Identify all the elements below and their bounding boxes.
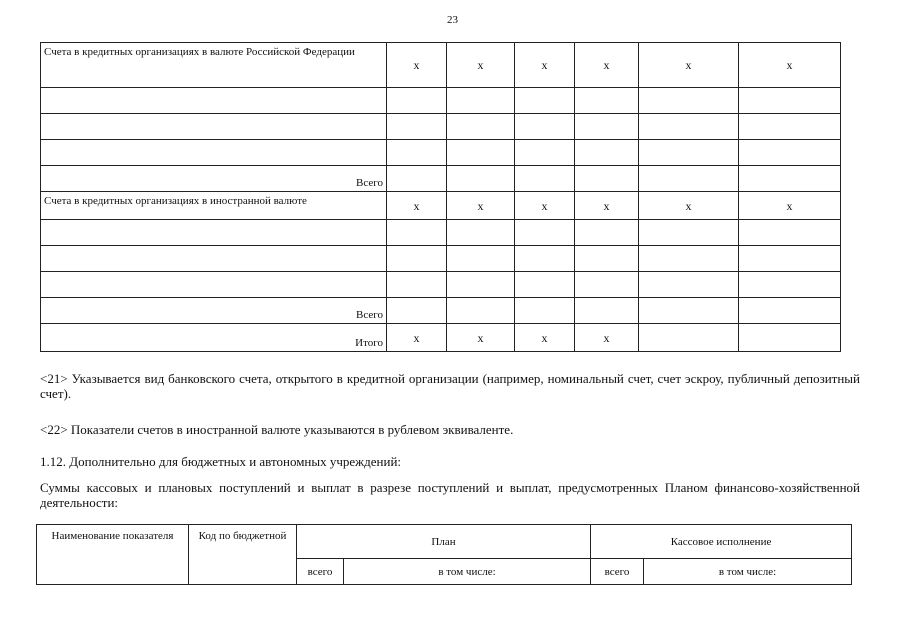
cell-mark: x	[447, 43, 515, 88]
cell-mark: x	[739, 192, 841, 220]
plan-execution-table	[36, 524, 852, 585]
rub-accounts-header: Счета в кредитных организациях в валюте Российской Федерации	[41, 43, 387, 88]
cell-mark: x	[387, 324, 447, 352]
footnote-21: <21> Указывается вид банковского счета, открытого в кредитной организации (например, номинальный счет, счет эскроу, публичный депозитный счет).	[40, 371, 860, 401]
cell-mark: x	[575, 324, 639, 352]
foreign-accounts-header: Счета в кредитных организациях в иностранной валюте	[41, 192, 387, 220]
page-number: 23	[447, 14, 458, 26]
col-cash-header: Кассовое исполнение	[591, 525, 852, 559]
rub-total-label: Всего	[41, 166, 387, 192]
table-row	[37, 525, 852, 559]
cell-mark: x	[739, 43, 841, 88]
cell-mark: x	[515, 192, 575, 220]
table-row	[41, 220, 841, 246]
cell-mark: x	[387, 192, 447, 220]
plan-total-header: всего	[297, 559, 344, 585]
cash-total-header: всего	[591, 559, 644, 585]
table-row	[41, 43, 841, 88]
cell-mark: x	[639, 192, 739, 220]
footnote-22: <22> Показатели счетов в иностранной валюте указываются в рублевом эквиваленте.	[40, 422, 514, 437]
bank-accounts-table	[40, 42, 841, 352]
table-row	[41, 324, 841, 352]
cell-mark: x	[575, 43, 639, 88]
col-indicator-header: Наименование показателя	[37, 525, 189, 585]
grand-total-label: Итого	[41, 324, 387, 352]
cell-mark: x	[575, 192, 639, 220]
cell-mark: x	[639, 43, 739, 88]
cell-mark: x	[447, 192, 515, 220]
cell-mark: x	[515, 43, 575, 88]
section-text: Суммы кассовых и плановых поступлений и выплат в разрезе поступлений и выплат, предусмотренных Планом финансово-хозяйственной деятельности:	[40, 480, 860, 510]
cell-mark: x	[515, 324, 575, 352]
cell-mark: x	[447, 324, 515, 352]
foreign-total-label: Всего	[41, 298, 387, 324]
table-row	[41, 166, 841, 192]
cash-including-header: в том числе:	[644, 559, 852, 585]
table-row	[41, 114, 841, 140]
col-code-header: Код по бюджетной	[189, 525, 297, 585]
table-row	[41, 272, 841, 298]
table-row	[41, 246, 841, 272]
section-heading: 1.12. Дополнительно для бюджетных и автономных учреждений:	[40, 454, 402, 469]
cell-mark: x	[387, 43, 447, 88]
table-row	[41, 140, 841, 166]
col-plan-header: План	[297, 525, 591, 559]
table-row	[41, 298, 841, 324]
table-row	[41, 192, 841, 220]
table-row	[41, 88, 841, 114]
plan-including-header: в том числе:	[344, 559, 591, 585]
